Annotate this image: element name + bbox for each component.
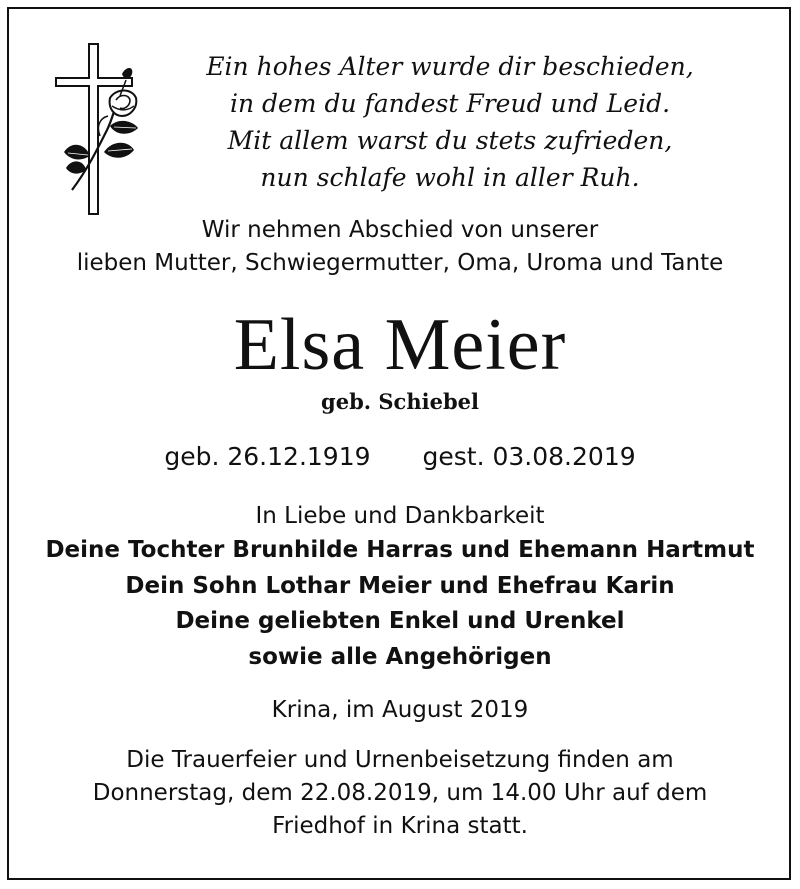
place-and-date: Krina, im August 2019 [271,697,529,723]
death-date: gest. 03.08.2019 [422,442,636,471]
mourner-line: sowie alle Angehörigen [248,643,552,670]
life-dates [0,440,800,474]
poem-line: Ein hohes Alter wurde dir beschieden, [206,52,694,81]
mourner-line: Dein Sohn Lothar Meier und Ehefrau Karin [125,572,675,599]
service-line: Donnerstag, dem 22.08.2019, um 14.00 Uhr auf dem [92,780,708,806]
mourners-list [0,533,800,675]
intro-line: lieben Mutter, Schwiegermutter, Oma, Uroma und Tante [76,250,724,276]
mourner-line: Deine Tochter Brunhilde Harras und Ehemann Hartmut [45,537,755,563]
birth-date: geb. 26.12.1919 [164,442,371,471]
mourners-intro: In Liebe und Dankbarkeit [255,503,545,529]
memorial-poem [150,48,750,196]
farewell-intro [0,214,800,280]
service-line: Die Trauerfeier und Urnenbeisetzung finden am [126,747,674,773]
deceased-name: Elsa Meier [233,304,567,386]
maiden-name: geb. Schiebel [321,389,479,414]
intro-line: Wir nehmen Abschied von unserer [201,217,599,243]
poem-line: in dem du fandest Freud und Leid. [229,89,671,118]
poem-line: Mit allem warst du stets zufrieden, [227,126,673,155]
service-info [0,744,800,843]
service-line: Friedhof in Krina statt. [272,813,528,839]
poem-line: nun schlafe wohl in aller Ruh. [260,163,640,192]
mourner-line: Deine geliebten Enkel und Urenkel [175,608,625,634]
cross-with-rose-icon [52,40,152,220]
